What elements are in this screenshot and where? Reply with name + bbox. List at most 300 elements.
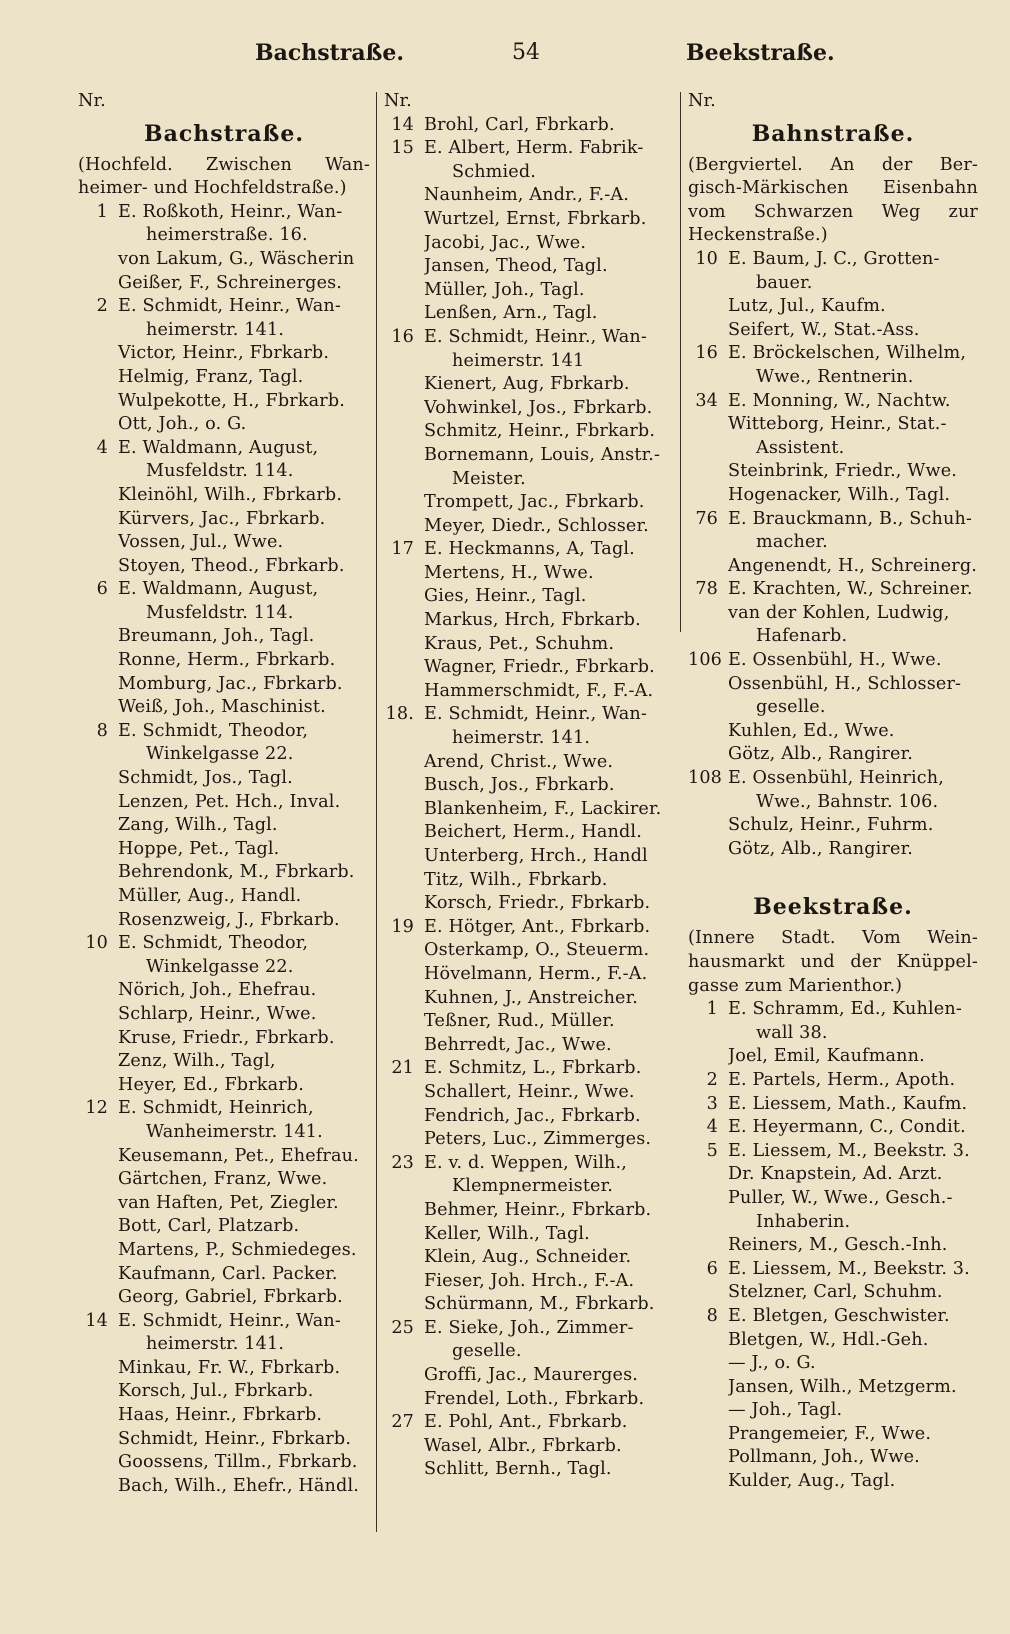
directory-entry [384,1081,676,1105]
directory-entry [688,743,978,767]
directory-entry [78,1357,370,1381]
directory-entry [78,1074,370,1098]
directory-entry [78,1475,370,1499]
entry-line: heimerstr. 141. [452,728,591,749]
entry-line: Wasel, Albr., Fbrkarb. [424,1435,622,1456]
entry-line: Wwe., Rentnerin. [756,366,914,387]
street-title: Bahnstraße. [751,120,915,147]
column-3 [688,90,978,1570]
directory-entry [384,774,676,798]
directory-entry [688,1281,978,1305]
entry-line: Lenßen, Arn., Tagl. [424,303,598,324]
directory-entry [384,939,676,963]
entry-line: Zang, Wilh., Tagl. [118,815,278,836]
entry-line: Kienert, Aug, Fbrkarb. [424,374,630,395]
entry-line: Winkelgasse 22. [146,956,294,977]
directory-entry [78,1263,370,1287]
directory-entry [688,1258,978,1282]
directory-entry [688,342,978,389]
description-line: gisch-Märkischen Eisenbahn [688,178,978,199]
entry-line: Musfeldstr. 114. [146,602,294,623]
entry-line: Wurtzel, Ernst, Fbrkarb. [424,208,647,229]
directory-entry [384,491,676,515]
directory-entry [78,767,370,791]
entry-line: Schmied. [452,161,537,182]
entry-line: E. Roßkoth, Heinr., Wan- [118,201,343,222]
entry-line: E. Heckmanns, A, Tagl. [424,539,635,560]
house-number: 18. [385,704,414,725]
house-number: 16 [695,343,718,364]
directory-entry [688,1163,978,1187]
entry-line: E. Bröckelschen, Wilhelm, [728,343,967,364]
directory-entry [688,1093,978,1117]
directory-entry [688,460,978,484]
directory-entry [78,1239,370,1263]
entry-line: Behmer, Heinr., Fbrkarb. [424,1199,652,1220]
directory-entry [78,649,370,673]
directory-entry [384,821,676,845]
description-line: (Innere Stadt. Vom Wein- [688,928,978,949]
directory-entry [384,420,676,444]
entry-line: Kraus, Pet., Schuhm. [424,633,615,654]
column-divider [376,92,377,1532]
entry-line: Haas, Heinr., Fbrkarb. [118,1405,323,1426]
entry-line: E. Liessem, Math., Kaufm. [728,1093,968,1114]
entry-line: E. Pohl, Ant., Fbrkarb. [424,1412,628,1433]
house-number: 10 [695,248,718,269]
entry-line: E. v. d. Weppen, Wilh., [424,1152,628,1173]
entry-line: Zenz, Wilh., Tagl, [118,1051,276,1072]
entry-line: Wwe., Bahnstr. 106. [756,791,939,812]
entry-line: Bott, Carl, Platzarb. [118,1216,300,1237]
entry-line: geselle. [452,1341,522,1362]
directory-entry [78,1050,370,1074]
entry-line: Schlarp, Heinr., Wwe. [118,1003,317,1024]
directory-entry [78,1451,370,1475]
entry-line: E. Waldmann, August, [118,579,319,600]
directory-entry [688,649,978,673]
entry-line: geselle. [756,697,826,718]
entry-line: Behrendonk, M., Fbrkarb. [118,862,355,883]
directory-entry [688,295,978,319]
directory-entry [78,578,370,625]
directory-entry [688,814,978,838]
directory-entry [384,609,676,633]
entry-line: Jansen, Theod, Tagl. [424,256,608,277]
directory-entry [384,869,676,893]
entry-line: E. Sieke, Joh., Zimmer- [424,1317,634,1338]
entry-line: Peters, Luc., Zimmerges. [424,1129,652,1150]
directory-entry [384,538,676,562]
entry-line: E. Schmidt, Heinr., Wan- [118,1310,341,1331]
entry-line: Stoyen, Theod., Fbrkarb. [118,555,345,576]
entry-line: E. Liessem, M., Beekstr. 3. [728,1258,970,1279]
directory-entry [384,137,676,184]
entry-line: Keusemann, Pet., Ehefrau. [118,1145,359,1166]
directory-entry [688,673,978,720]
entry-line: Heyer, Ed., Fbrkarb. [118,1074,304,1095]
entry-line: E. Hötger, Ant., Fbrkarb. [424,916,651,937]
directory-entry [78,272,370,296]
entry-line: Lutz, Jul., Kaufm. [728,296,886,317]
entry-line: Frendel, Loth., Fbrkarb. [424,1388,645,1409]
house-number: 21 [391,1058,414,1079]
directory-entry [384,1152,676,1199]
house-number: 78 [695,579,718,600]
directory-entry [78,1097,370,1144]
directory-entry [384,798,676,822]
entry-line: E. Liessem, M., Beekstr. 3. [728,1140,970,1161]
entry-line: Minkau, Fr. W., Fbrkarb. [118,1357,341,1378]
directory-entry [384,845,676,869]
house-number: 106 [688,650,723,671]
entry-line: E. Schramm, Ed., Kuhlen- [728,999,962,1020]
directory-entry [78,696,370,720]
nr-label: Nr. [78,91,106,111]
entry-line: Groffi, Jac., Maurerges. [424,1365,639,1386]
directory-entry [688,248,978,295]
entry-line: Jansen, Wilh., Metzgerm. [728,1376,957,1397]
entry-line: van der Kohlen, Ludwig, [728,602,950,623]
entry-line: Angenendt, H., Schreinerg. [728,555,978,576]
directory-entry [78,814,370,838]
entry-line: E. Krachten, W., Schreiner. [728,579,973,600]
entry-line: E. Baum, J. C., Grotten- [728,248,940,269]
directory-entry [384,515,676,539]
directory-entry [384,1435,676,1459]
entry-line: — J., o. G. [728,1353,816,1374]
house-number: 15 [391,138,414,159]
header-right-street: Beekstraße. [686,40,835,66]
house-number: 16 [391,326,414,347]
entry-line: Ossenbühl, H., Schlosser- [728,673,962,694]
entry-line: bauer. [756,272,813,293]
entry-line: Geißer, F., Schreinerges. [118,272,343,293]
entry-line: Puller, W., Wwe., Gesch.- [728,1187,953,1208]
house-number: 8 [706,1305,718,1326]
entry-line: Victor, Heinr., Fbrkarb. [118,343,330,364]
directory-entry [78,484,370,508]
directory-entry [78,201,370,248]
section-gap [688,861,978,887]
entry-line: Naunheim, Andr., F.-A. [424,185,629,206]
directory-entry [384,1246,676,1270]
house-number: 27 [391,1412,414,1433]
entry-line: Bletgen, W., Hdl.-Geh. [728,1329,929,1350]
entry-line: macher. [756,532,828,553]
entry-line: Goossens, Tillm., Fbrkarb. [118,1452,358,1473]
entry-line: Schmidt, Heinr., Fbrkarb. [118,1428,352,1449]
description-line: Heckenstraße.) [688,225,828,246]
directory-entry [384,114,676,138]
directory-entry [688,1423,978,1447]
directory-entry [78,1310,370,1357]
directory-entry [78,1003,370,1027]
directory-entry [384,633,676,657]
entry-line: E. Ossenbühl, H., Wwe. [728,650,942,671]
entry-line: Bornemann, Louis, Anstr.- [424,444,661,465]
directory-entry [78,366,370,390]
directory-entry [384,184,676,208]
entry-line: Kleinöhl, Wilh., Fbrkarb. [118,484,343,505]
entry-line: Klempnermeister. [452,1176,613,1197]
directory-entry [688,1305,978,1329]
directory-entry [78,1380,370,1404]
entry-line: Hövelmann, Herm., F.-A. [424,963,648,984]
directory-entry [78,1215,370,1239]
description-line: (Hochfeld. Zwischen Wan- [78,154,370,175]
directory-entry [384,963,676,987]
entry-line: Gies, Heinr., Tagl. [424,586,587,607]
directory-entry [78,1145,370,1169]
street-title: Beekstraße. [753,894,913,921]
directory-entry [384,751,676,775]
entry-line: Fieser, Joh. Hrch., F.-A. [424,1270,635,1291]
entry-line: Nörich, Joh., Ehefrau. [118,980,317,1001]
entry-line: Kuhnen, J., Anstreicher. [424,987,638,1008]
directory-entry [384,1411,676,1435]
directory-entry [78,838,370,862]
entry-line: Reiners, M., Gesch.-Inh. [728,1235,948,1256]
directory-entry [688,998,978,1045]
entry-line: Klein, Aug., Schneider. [424,1247,632,1268]
entry-line: Musfeldstr. 114. [146,461,294,482]
directory-entry [384,680,676,704]
entry-line: Stelzner, Carl, Schuhm. [728,1282,943,1303]
street-title: Bachstraße. [143,120,304,147]
entry-line: Lenzen, Pet. Hch., Inval. [118,791,341,812]
entry-line: Pollmann, Joh., Wwe. [728,1447,920,1468]
column-1 [78,90,370,1570]
entry-line: Vossen, Jul., Wwe. [118,532,284,553]
house-number: 1 [706,999,718,1020]
entry-line: Osterkamp, O., Steuerm. [424,940,650,961]
directory-entry [384,1057,676,1081]
street-description [688,927,978,998]
entry-line: E. Partels, Herm., Apoth. [728,1069,956,1090]
directory-entry [78,248,370,272]
directory-entry [688,1446,978,1470]
house-number: 34 [695,390,718,411]
entry-line: E. Bletgen, Geschwister. [728,1305,950,1326]
entry-line: Weiß, Joh., Maschinist. [118,697,326,718]
entry-line: Ott, Joh., o. G. [118,414,247,435]
entry-line: Steinbrink, Friedr., Wwe. [728,461,958,482]
entry-line: Schmidt, Jos., Tagl. [118,768,293,789]
directory-entry [688,508,978,555]
entry-line: E. Schmidt, Heinrich, [118,1098,314,1119]
directory-entry [384,255,676,279]
directory-entry [78,1168,370,1192]
entry-line: Schulz, Heinr., Fuhrm. [728,815,934,836]
entry-line: E. Schmidt, Heinr., Wan- [424,326,647,347]
entry-line: Mertens, H., Wwe. [424,562,594,583]
house-number: 8 [96,720,108,741]
directory-entry [78,342,370,366]
entry-line: Schürmann, M., Fbrkarb. [424,1294,655,1315]
entry-line: Beichert, Herm., Handl. [424,822,642,843]
street-description [78,154,370,201]
directory-entry [688,1399,978,1423]
entry-line: E. Schmidt, Theodor, [118,720,309,741]
directory-entry [688,767,978,814]
entry-line: wall 38. [756,1022,828,1043]
directory-entry [78,791,370,815]
entry-line: E. Schmidt, Heinr., Wan- [424,704,647,725]
house-number: 14 [391,114,414,135]
directory-entry [688,413,978,460]
description-line: heimer- und Hochfeldstraße.) [78,178,347,199]
entry-line: E. Waldmann, August, [118,437,319,458]
house-number: 25 [391,1317,414,1338]
directory-entry [78,437,370,484]
entry-line: Bach, Wilh., Ehefr., Händl. [118,1475,359,1496]
directory-entry [384,1199,676,1223]
directory-entry [78,413,370,437]
directory-entry [384,703,676,750]
house-number: 10 [85,933,108,954]
entry-line: Dr. Knapstein, Ad. Arzt. [728,1164,943,1185]
directory-entry [78,1286,370,1310]
directory-entry [384,562,676,586]
house-number: 12 [85,1098,108,1119]
directory-entry [688,1470,978,1494]
directory-entry [384,397,676,421]
directory-entry [688,1234,978,1258]
entry-line: Winkelgasse 22. [146,744,294,765]
entry-line: Seifert, W., Stat.-Ass. [728,319,920,340]
entry-line: Trompett, Jac., Fbrkarb. [424,492,645,513]
street-description [688,154,978,248]
directory-entry [688,555,978,579]
entry-line: Titz, Wilh., Fbrkarb. [424,869,608,890]
house-number: 4 [96,437,108,458]
entry-line: Unterberg, Hrch., Handl [424,846,648,866]
house-number: 14 [85,1310,108,1331]
directory-entry [78,1428,370,1452]
directory-entry [78,508,370,532]
entry-line: Inhaberin. [756,1211,851,1232]
entry-line: Keller, Wilh., Tagl. [424,1223,590,1244]
directory-entry [688,390,978,414]
entry-line: Korsch, Friedr., Fbrkarb. [424,893,651,914]
description-line: (Bergviertel. An der Ber- [688,154,978,175]
directory-entry [384,326,676,373]
entry-line: Blankenheim, F., Lackirer. [424,798,662,819]
entry-line: Ronne, Herm., Fbrkarb. [118,650,336,671]
entry-line: Teßner, Rud., Müller. [424,1011,615,1032]
entry-line: Jacobi, Jac., Wwe. [424,232,587,253]
directory-entry [78,1404,370,1428]
directory-entry [688,1045,978,1069]
entry-line: Götz, Alb., Rangirer. [728,838,913,859]
entry-line: Vohwinkel, Jos., Fbrkarb. [424,397,653,418]
directory-entry [688,484,978,508]
directory-entry [688,1116,978,1140]
directory-entry [384,373,676,397]
entry-line: Rosenzweig, J., Fbrkarb. [118,909,340,930]
directory-entry [384,1317,676,1364]
column-divider [680,92,681,632]
entry-line: heimerstr. 141 [452,350,585,371]
header-left-street: Bachstraße. [255,40,405,66]
directory-entry [384,1293,676,1317]
entry-line: Hogenacker, Wilh., Tagl. [728,484,951,505]
entry-line: Schmitz, Heinr., Fbrkarb. [424,421,656,442]
entry-line: E. Ossenbühl, Heinrich, [728,768,944,789]
entry-line: von Lakum, G., Wäscherin [118,248,355,269]
entry-line: E. Heyermann, C., Condit. [728,1117,966,1138]
entry-line: Brohl, Carl, Fbrkarb. [424,114,615,135]
entry-line: Arend, Christ., Wwe. [424,751,614,772]
house-number: 17 [391,539,414,560]
directory-entry [78,909,370,933]
entry-line: Martens, P., Schmiedeges. [118,1239,357,1260]
entry-line: Schlitt, Bernh., Tagl. [424,1459,612,1480]
entry-line: Kulder, Aug., Tagl. [728,1471,896,1492]
entry-line: E. Schmitz, L., Fbrkarb. [424,1058,642,1079]
entry-line: E. Albert, Herm. Fabrik- [424,138,644,159]
house-number: 1 [96,201,108,222]
entry-line: Müller, Joh., Tagl. [424,279,585,300]
entry-line: Fendrich, Jac., Fbrkarb. [424,1105,641,1126]
directory-entry [384,1128,676,1152]
entry-line: heimerstr. 141. [146,1334,285,1355]
directory-entry [78,673,370,697]
house-number: 6 [96,579,108,600]
entry-line: Meyer, Diedr., Schlosser. [424,515,649,536]
entry-line: heimerstr. 141. [146,319,285,340]
entry-line: E. Schmidt, Heinr., Wan- [118,296,341,317]
directory-entry [688,1352,978,1376]
description-line: gasse zum Marienthor.) [688,975,903,996]
entry-line: Wanheimerstr. 141. [146,1121,323,1142]
directory-entry [384,656,676,680]
directory-entry [384,279,676,303]
house-number: 2 [706,1069,718,1090]
entry-line: Georg, Gabriel, Fbrkarb. [118,1287,343,1308]
house-number: 23 [391,1152,414,1173]
entry-line: Hoppe, Pet., Tagl. [118,838,280,859]
directory-entry [688,1376,978,1400]
entry-line: Kürvers, Jac., Fbrkarb. [118,508,326,529]
directory-entry [384,208,676,232]
directory-entry [384,892,676,916]
entry-line: Schallert, Heinr., Wwe. [424,1081,635,1102]
directory-entry [688,578,978,602]
directory-entry [384,1105,676,1129]
house-number: 76 [695,508,718,529]
directory-entry [688,1140,978,1164]
page-header [0,40,1010,80]
directory-entry [78,555,370,579]
directory-entry [688,1329,978,1353]
entry-line: Hammerschmidt, F., F.-A. [424,680,654,701]
directory-entry [78,861,370,885]
directory-entry [688,319,978,343]
entry-line: Helmig, Franz, Tagl. [118,366,304,387]
entry-line: Joel, Emil, Kaufmann. [728,1046,925,1067]
directory-entry [384,1010,676,1034]
entry-line: Korsch, Jul., Fbrkarb. [118,1381,314,1402]
directory-entry [384,302,676,326]
directory-entry [688,602,978,649]
entry-line: Markus, Hrch, Fbrkarb. [424,610,641,631]
directory-entry [384,1388,676,1412]
entry-line: Momburg, Jac., Fbrkarb. [118,673,343,694]
directory-entry [78,720,370,767]
directory-entry [78,295,370,342]
